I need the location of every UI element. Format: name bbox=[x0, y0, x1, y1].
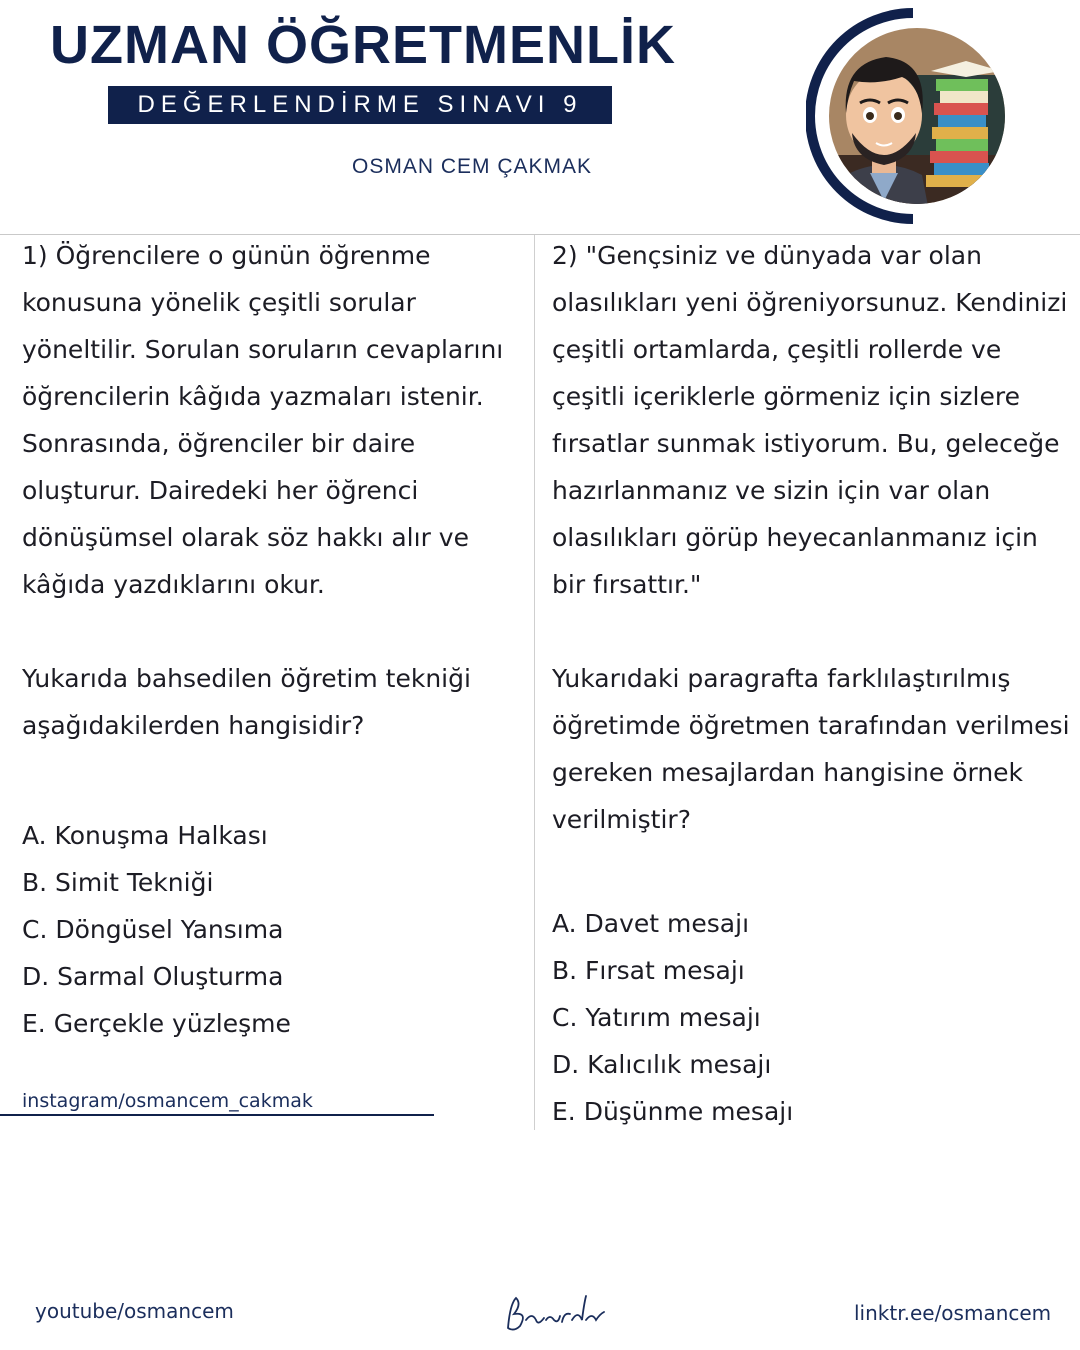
question-2-stem: 2) "Gençsiniz ve dünyada var olan olasılıkları yeni öğreniyorsunuz. Kendinizi çeşitli ortamlarda, çeşitli rollerde ve çeşitli içeriklerle görmeniz için sizlere fırsatlar sunmak istiyorum. Bu, geleceğe hazırlanmanız ve sizin için var olan olasılıkları görüp heyecanlanmanız için bir fırsattır." bbox=[552, 241, 1068, 599]
linktree-link[interactable]: linktr.ee/osmancem bbox=[854, 1301, 1052, 1325]
teacher-avatar-icon bbox=[806, 5, 1020, 227]
question-1-options bbox=[22, 812, 530, 1047]
option-b: B. Fırsat mesajı bbox=[552, 956, 745, 985]
author-name: OSMAN CEM ÇAKMAK bbox=[352, 155, 593, 178]
option-c: C. Yatırım mesajı bbox=[552, 1003, 761, 1032]
option-a: A. Davet mesajı bbox=[552, 909, 750, 938]
option-d: D. Sarmal Oluşturma bbox=[22, 962, 284, 991]
option-a: A. Konuşma Halkası bbox=[22, 821, 268, 850]
option-e: E. Gerçekle yüzleşme bbox=[22, 1009, 291, 1038]
subtitle-text: DEĞERLENDİRME SINAVI 9 bbox=[137, 91, 583, 118]
instagram-underline bbox=[0, 1114, 434, 1116]
subtitle-banner bbox=[108, 86, 612, 124]
youtube-link[interactable]: youtube/osmancem bbox=[35, 1299, 234, 1323]
question-1 bbox=[22, 232, 530, 1047]
option-b: B. Simit Tekniği bbox=[22, 868, 214, 897]
option-d: D. Kalıcılık mesajı bbox=[552, 1050, 772, 1079]
question-2-prompt: Yukarıdaki paragrafta farklılaştırılmış öğretimde öğretmen tarafından verilmesi gereken mesajlardan hangisine örnek verilmiştir? bbox=[552, 664, 1070, 834]
signature-icon bbox=[500, 1290, 610, 1338]
option-c: C. Döngüsel Yansıma bbox=[22, 915, 284, 944]
question-2-options bbox=[552, 900, 1072, 1135]
question-2 bbox=[552, 232, 1072, 1135]
question-1-prompt: Yukarıda bahsedilen öğretim tekniği aşağıdakilerden hangisidir? bbox=[22, 664, 471, 740]
column-divider bbox=[534, 235, 535, 1130]
instagram-link[interactable]: instagram/osmancem_cakmak bbox=[22, 1090, 313, 1112]
question-1-stem: 1) Öğrencilere o günün öğrenme konusuna yönelik çeşitli sorular yöneltilir. Sorulan soruların cevaplarını öğrencilerin kâğıda yazmaları istenir. Sonrasında, öğrenciler bir daire oluşturur. Dairedeki her öğrenci dönüşümsel olarak söz hakkı alır ve kâğıda yazdıklarını okur. bbox=[22, 241, 504, 599]
page-title: UZMAN ÖĞRETMENLİK bbox=[50, 15, 676, 75]
option-e: E. Düşünme mesajı bbox=[552, 1097, 794, 1126]
